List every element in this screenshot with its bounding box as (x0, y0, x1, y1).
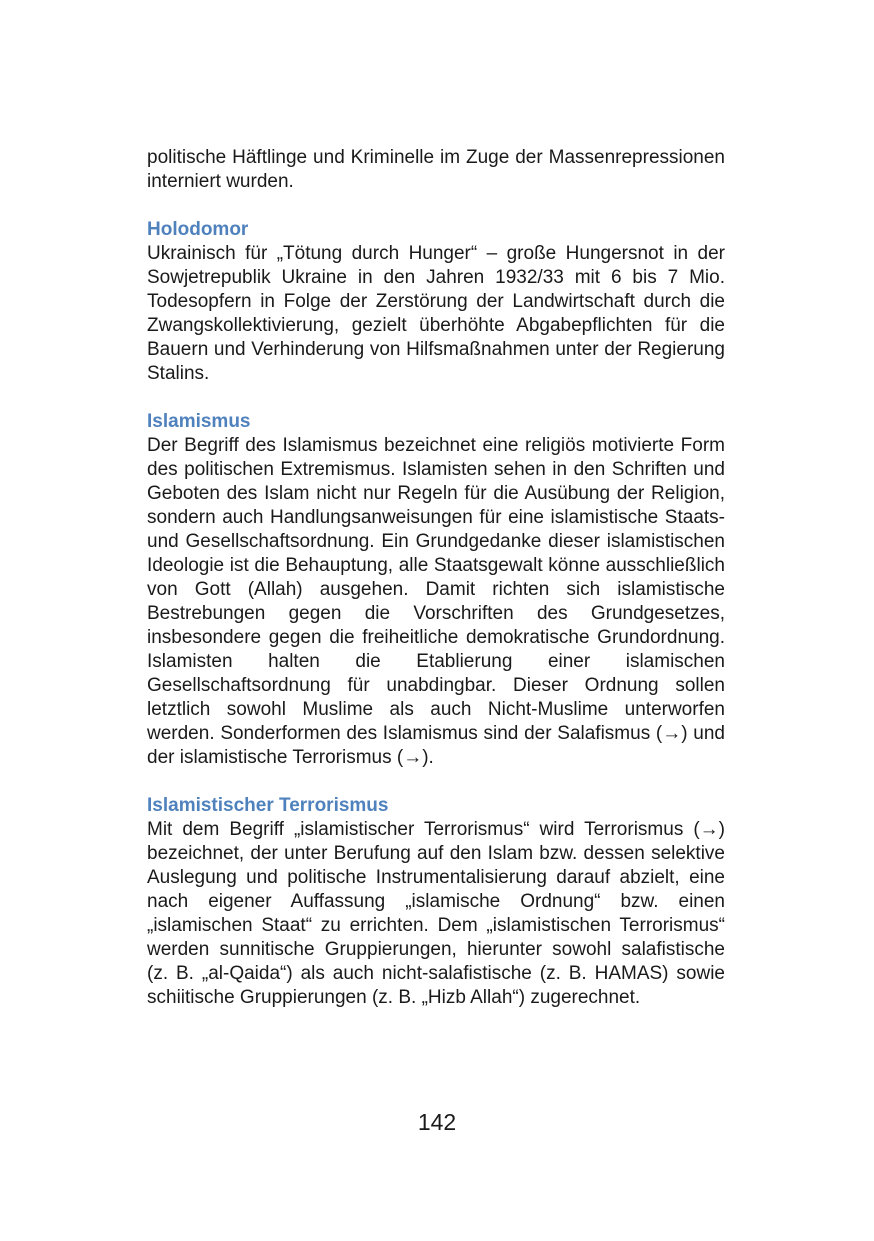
glossary-entry-islamismus (147, 410, 725, 770)
entry-body: Ukrainisch für „Tötung durch Hunger“ – große Hungersnot in der Sowjetrepublik Ukraine in den Jahren 1932/33 mit 6 bis 7 Mio. Todesopfern in Folge der Zerstörung der Landwirtschaft durch die Zwangskollektivierung, gezielt überhöhte Abgabepflichten für die Bauern und Verhinderung von Hilfsmaßnahmen unter der Regierung Stalins. (147, 243, 725, 384)
glossary-entry-holodomor (147, 218, 725, 386)
glossary-entry-islamistischer-terrorismus (147, 794, 725, 1010)
entry-heading: Islamistischer Terrorismus (147, 795, 389, 816)
page-number: 142 (417, 1109, 457, 1135)
intro-paragraph: politische Häftlinge und Kriminelle im Zuge der Massenrepressionen interniert wurden. (147, 147, 725, 192)
entry-body: Mit dem Begriff „islamistischer Terrorismus“ wird Terrorismus (→) bezeichnet, der unter Berufung auf den Islam bzw. dessen selektive Auslegung und politische Instrumentalisierung darauf abzielt, eine nach eigener Auffassung „islamische Ordnung“ bzw. einen „islamischen Staat“ zu errichten. Dem „islamistischen Terrorismus“ werden sunnitische Gruppierungen, hierunter sowohl salafistische (z. B. „al-Qaida“) als auch nicht-salafistische (z. B. HAMAS) sowie schiitische Gruppierungen (z. B. „Hizb Allah“) zugerechnet. (147, 819, 725, 1008)
entry-heading: Islamismus (147, 411, 251, 432)
entry-body: Der Begriff des Islamismus bezeichnet eine religiös motivierte Form des politischen Extremismus. Islamisten sehen in den Schriften und Geboten des Islam nicht nur Regeln für die Ausübung der Religion, sondern auch Handlungsanweisungen für eine islamistische Staats- und Gesellschaftsordnung. Ein Grundgedanke dieser islamistischen Ideologie ist die Behauptung, alle Staatsgewalt könne ausschließlich von Gott (Allah) ausgehen. Damit richten sich islamistische Bestrebungen gegen die Vorschriften des Grundgesetzes, insbesondere gegen die freiheitliche demokratische Grundordnung. Islamisten halten die Etablierung einer islamischen Gesellschaftsordnung für unabdingbar. Dieser Ordnung sollen letztlich sowohl Muslime als auch Nicht-Muslime unterworfen werden. Sonderformen des Islamismus sind der Salafismus (→) und der islamistische Terrorismus (→). (147, 435, 725, 768)
entry-heading: Holodomor (147, 219, 249, 240)
page-content (147, 146, 725, 1010)
